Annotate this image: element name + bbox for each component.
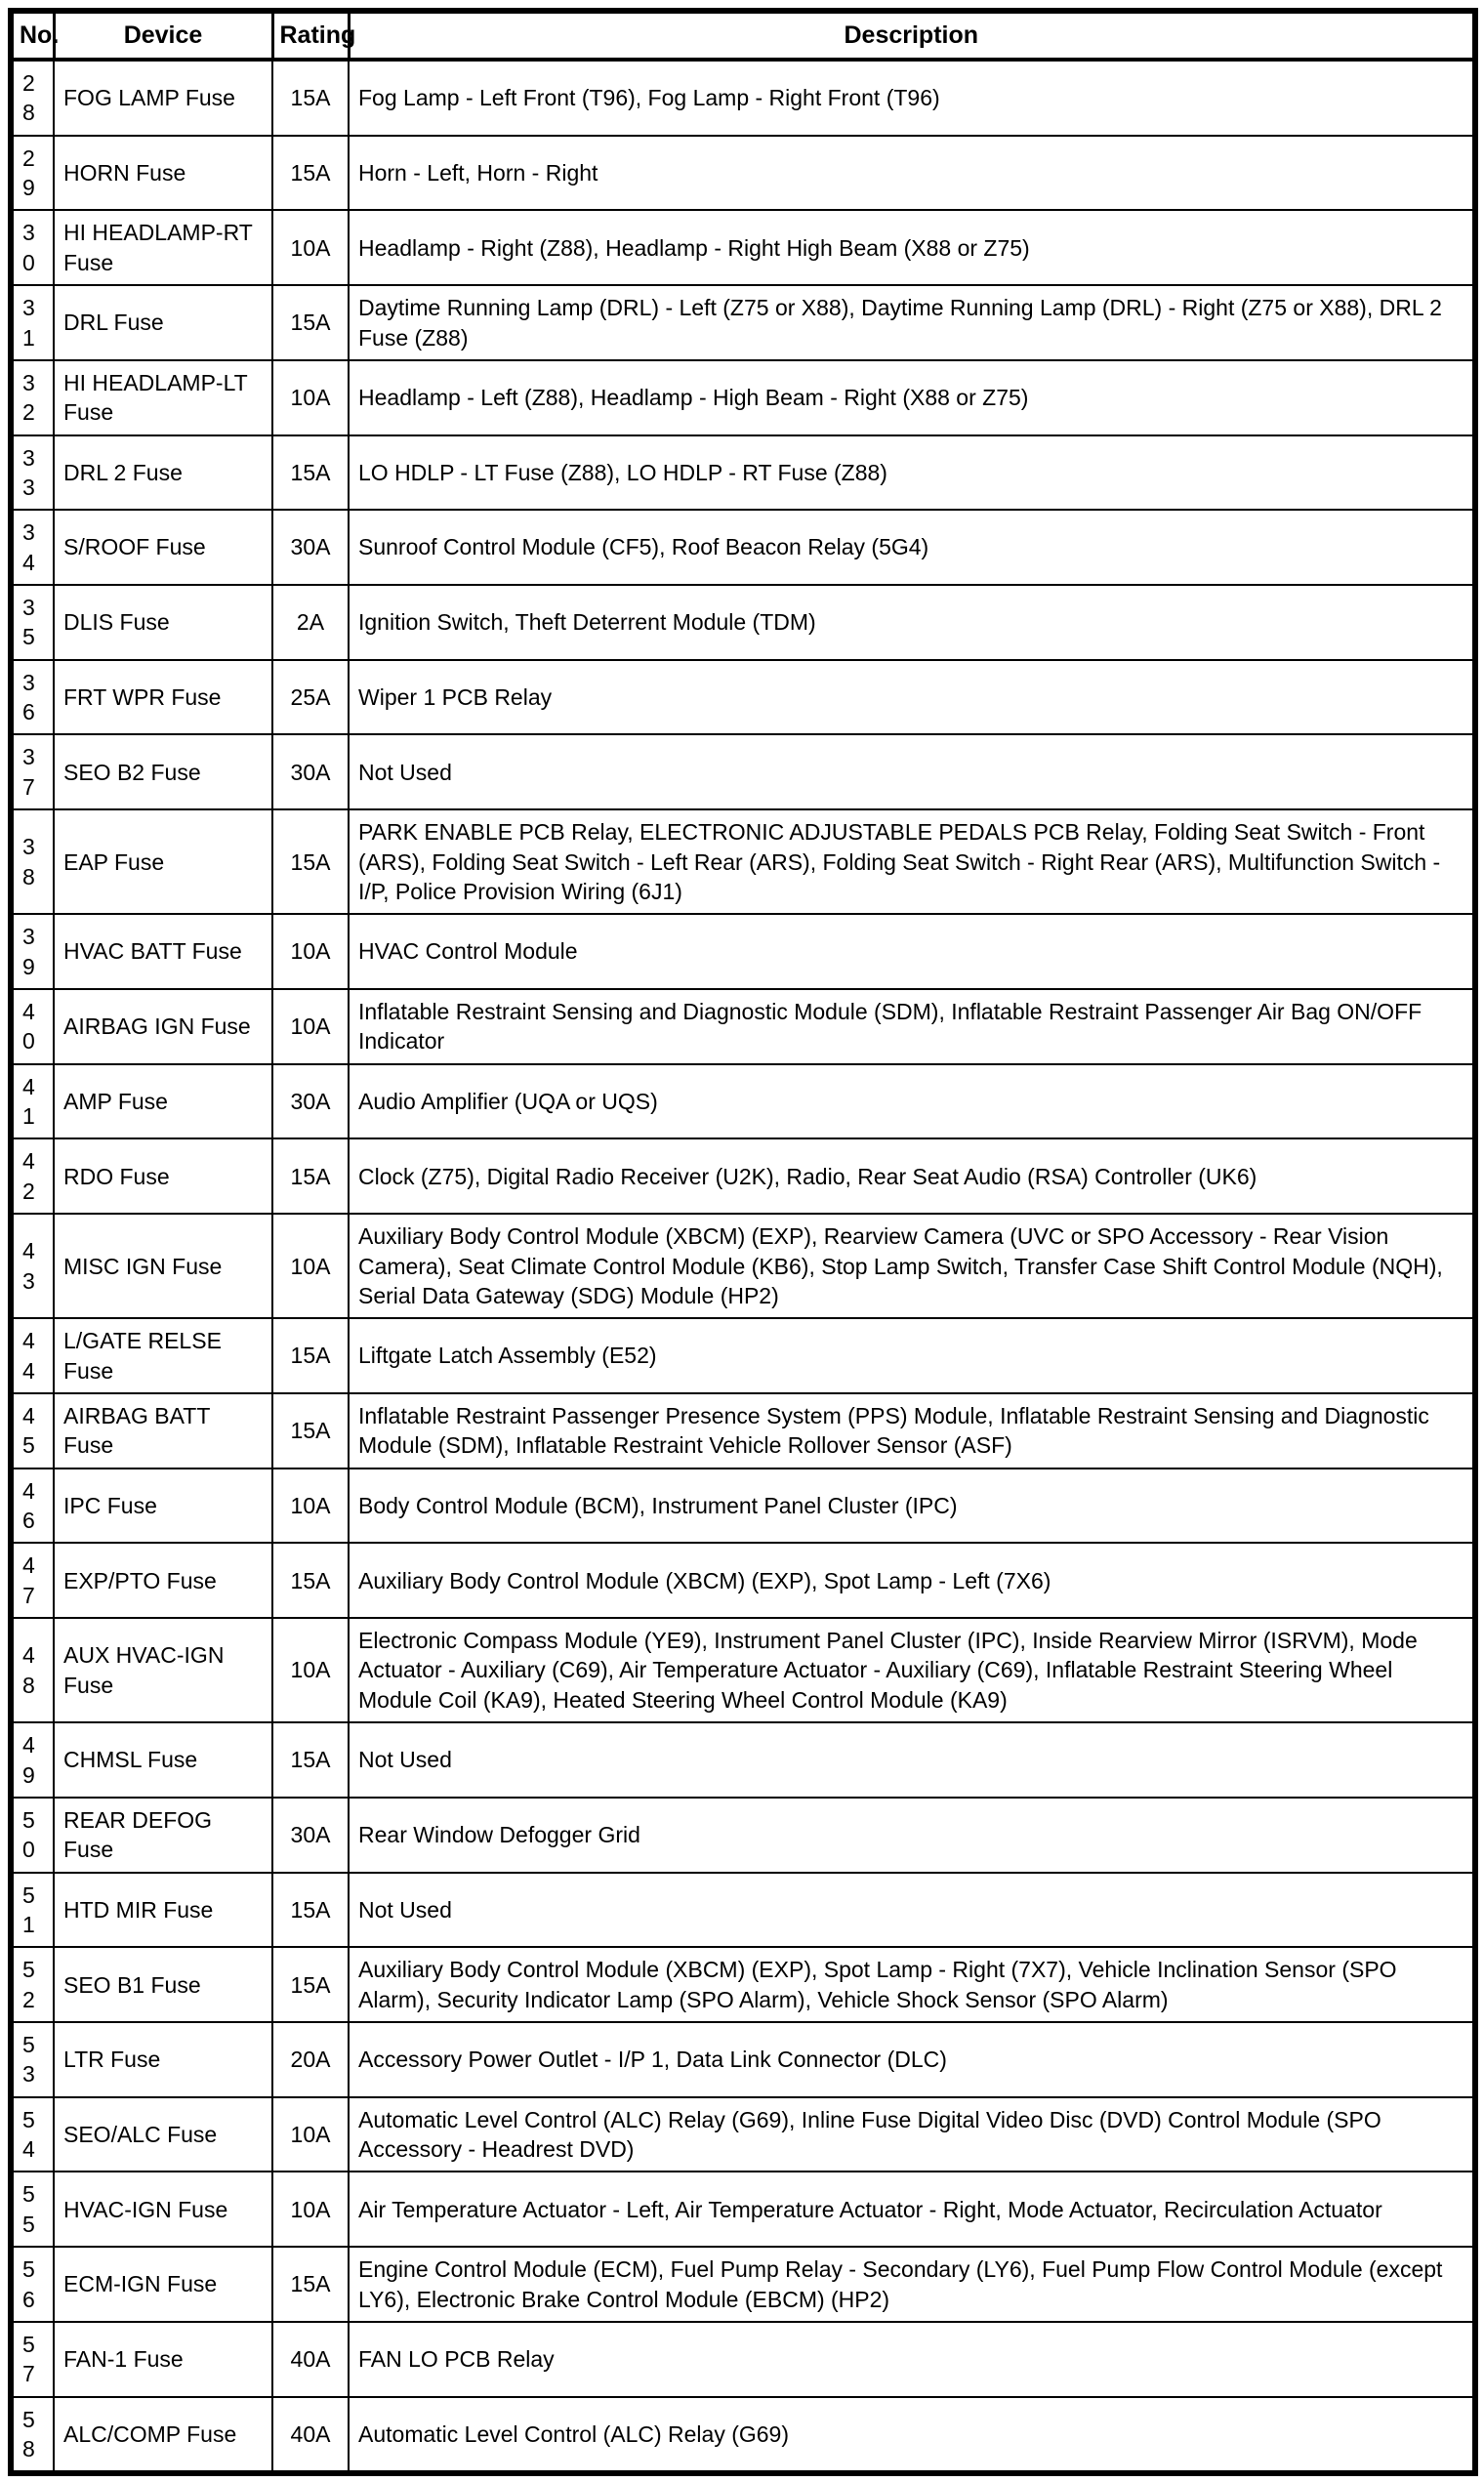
fuse-device-cell: FOG LAMP Fuse	[54, 60, 272, 136]
table-row	[11, 1214, 1475, 1318]
fuse-description-cell: Daytime Running Lamp (DRL) - Left (Z75 or X88), Daytime Running Lamp (DRL) - Right (Z75 or X88), DRL 2 Fuse (Z88)	[349, 285, 1475, 360]
table-row	[11, 1469, 1475, 1544]
fuse-description-cell: Auxiliary Body Control Module (XBCM) (EXP), Spot Lamp - Left (7X6)	[349, 1543, 1475, 1618]
fuse-description-cell: Not Used	[349, 734, 1475, 809]
table-row	[11, 435, 1475, 511]
fuse-number-cell: 56	[11, 2247, 54, 2322]
fuse-description-cell: Automatic Level Control (ALC) Relay (G69), Inline Fuse Digital Video Disc (DVD) Control Module (SPO Accessory - Headrest DVD)	[349, 2097, 1475, 2172]
table-row	[11, 1947, 1475, 2022]
fuse-rating-cell: 15A	[272, 1138, 349, 1214]
fuse-rating-cell: 10A	[272, 1214, 349, 1318]
fuse-rating-cell: 30A	[272, 510, 349, 585]
fuse-description-cell: FAN LO PCB Relay	[349, 2322, 1475, 2397]
fuse-description-cell: Not Used	[349, 1873, 1475, 1948]
fuse-rating-cell: 15A	[272, 60, 349, 136]
fuse-rating-cell: 15A	[272, 435, 349, 511]
fuse-description-cell: Inflatable Restraint Passenger Presence System (PPS) Module, Inflatable Restraint Sensing and Diagnostic Module (SDM), Inflatable Restraint Vehicle Rollover Sensor (ASF)	[349, 1393, 1475, 1469]
fuse-rating-cell: 10A	[272, 1469, 349, 1544]
table-row	[11, 1318, 1475, 1393]
table-row	[11, 1138, 1475, 1214]
fuse-rating-cell: 25A	[272, 660, 349, 735]
fuse-number-cell: 35	[11, 585, 54, 660]
fuse-device-cell: MISC IGN Fuse	[54, 1214, 272, 1318]
fuse-device-cell: DRL Fuse	[54, 285, 272, 360]
fuse-rating-cell: 15A	[272, 809, 349, 914]
fuse-device-cell: DLIS Fuse	[54, 585, 272, 660]
fuse-device-cell: FAN-1 Fuse	[54, 2322, 272, 2397]
fuse-device-cell: SEO/ALC Fuse	[54, 2097, 272, 2172]
table-row	[11, 510, 1475, 585]
fuse-number-cell: 39	[11, 914, 54, 989]
fuse-rating-cell: 10A	[272, 210, 349, 285]
table-row	[11, 1798, 1475, 1873]
fuse-device-cell: HI HEADLAMP-RT Fuse	[54, 210, 272, 285]
fuse-description-cell: Inflatable Restraint Sensing and Diagnostic Module (SDM), Inflatable Restraint Passenger Air Bag ON/OFF Indicator	[349, 989, 1475, 1064]
table-row	[11, 2172, 1475, 2247]
fuse-device-cell: LTR Fuse	[54, 2022, 272, 2097]
fuse-description-cell: Ignition Switch, Theft Deterrent Module (TDM)	[349, 585, 1475, 660]
fuse-description-cell: Rear Window Defogger Grid	[349, 1798, 1475, 1873]
fuse-rating-cell: 10A	[272, 2172, 349, 2247]
fuse-rating-cell: 40A	[272, 2322, 349, 2397]
fuse-device-cell: RDO Fuse	[54, 1138, 272, 1214]
table-row	[11, 1064, 1475, 1139]
fuse-number-cell: 44	[11, 1318, 54, 1393]
fuse-device-cell: AMP Fuse	[54, 1064, 272, 1139]
fuse-description-cell: Audio Amplifier (UQA or UQS)	[349, 1064, 1475, 1139]
table-row	[11, 2097, 1475, 2172]
fuse-device-cell: SEO B1 Fuse	[54, 1947, 272, 2022]
fuse-description-cell: HVAC Control Module	[349, 914, 1475, 989]
table-row	[11, 210, 1475, 285]
fuse-rating-cell: 15A	[272, 1318, 349, 1393]
fuse-rating-cell: 10A	[272, 914, 349, 989]
fuse-number-cell: 49	[11, 1722, 54, 1798]
fuse-device-cell: L/GATE RELSE Fuse	[54, 1318, 272, 1393]
fuse-number-cell: 31	[11, 285, 54, 360]
fuse-description-cell: Wiper 1 PCB Relay	[349, 660, 1475, 735]
fuse-device-cell: DRL 2 Fuse	[54, 435, 272, 511]
fuse-device-cell: HVAC-IGN Fuse	[54, 2172, 272, 2247]
fuse-device-cell: ALC/COMP Fuse	[54, 2397, 272, 2474]
table-row	[11, 2247, 1475, 2322]
fuse-number-cell: 33	[11, 435, 54, 511]
fuse-rating-cell: 15A	[272, 1947, 349, 2022]
fuse-rating-cell: 15A	[272, 1873, 349, 1948]
table-row	[11, 2022, 1475, 2097]
fuse-description-cell: Automatic Level Control (ALC) Relay (G69)	[349, 2397, 1475, 2474]
table-row	[11, 1618, 1475, 1722]
fuse-number-cell: 57	[11, 2322, 54, 2397]
fuse-number-cell: 48	[11, 1618, 54, 1722]
fuse-device-cell: HI HEADLAMP-LT Fuse	[54, 360, 272, 435]
fuse-device-cell: HORN Fuse	[54, 136, 272, 211]
fuse-device-cell: IPC Fuse	[54, 1469, 272, 1544]
table-row	[11, 1873, 1475, 1948]
fuse-device-cell: S/ROOF Fuse	[54, 510, 272, 585]
table-row	[11, 914, 1475, 989]
table-row	[11, 734, 1475, 809]
fuse-description-cell: Accessory Power Outlet - I/P 1, Data Link Connector (DLC)	[349, 2022, 1475, 2097]
fuse-table-body	[11, 60, 1475, 2473]
table-header-row	[11, 11, 1475, 60]
fuse-description-cell: Headlamp - Left (Z88), Headlamp - High Beam - Right (X88 or Z75)	[349, 360, 1475, 435]
fuse-number-cell: 38	[11, 809, 54, 914]
fuse-rating-cell: 15A	[272, 2247, 349, 2322]
fuse-rating-cell: 30A	[272, 1798, 349, 1873]
fuse-number-cell: 37	[11, 734, 54, 809]
fuse-rating-cell: 15A	[272, 136, 349, 211]
fuse-number-cell: 47	[11, 1543, 54, 1618]
fuse-rating-cell: 15A	[272, 1393, 349, 1469]
header-description: Description	[349, 11, 1475, 60]
fuse-number-cell: 52	[11, 1947, 54, 2022]
table-row	[11, 1543, 1475, 1618]
fuse-number-cell: 50	[11, 1798, 54, 1873]
fuse-rating-cell: 40A	[272, 2397, 349, 2474]
fuse-rating-cell: 30A	[272, 1064, 349, 1139]
fuse-rating-cell: 2A	[272, 585, 349, 660]
fuse-device-cell: AIRBAG BATT Fuse	[54, 1393, 272, 1469]
fuse-device-cell: AUX HVAC-IGN Fuse	[54, 1618, 272, 1722]
fuse-number-cell: 34	[11, 510, 54, 585]
fuse-description-cell: Fog Lamp - Left Front (T96), Fog Lamp - Right Front (T96)	[349, 60, 1475, 136]
table-row	[11, 989, 1475, 1064]
fuse-rating-cell: 15A	[272, 285, 349, 360]
fuse-device-cell: FRT WPR Fuse	[54, 660, 272, 735]
header-rating: Rating	[272, 11, 349, 60]
table-row	[11, 660, 1475, 735]
table-row	[11, 136, 1475, 211]
table-row	[11, 2322, 1475, 2397]
fuse-rating-cell: 10A	[272, 1618, 349, 1722]
fuse-description-cell: Liftgate Latch Assembly (E52)	[349, 1318, 1475, 1393]
fuse-number-cell: 43	[11, 1214, 54, 1318]
fuse-description-cell: Auxiliary Body Control Module (XBCM) (EXP), Rearview Camera (UVC or SPO Accessory - Rear Vision Camera), Seat Climate Control Module (KB6), Stop Lamp Switch, Transfer Case Shift Control Module (NQH), Serial Data Gateway (SDG) Module (HP2)	[349, 1214, 1475, 1318]
fuse-description-cell: Not Used	[349, 1722, 1475, 1798]
header-no: No.	[11, 11, 54, 60]
table-row	[11, 1722, 1475, 1798]
fuse-description-cell: Air Temperature Actuator - Left, Air Temperature Actuator - Right, Mode Actuator, Recirculation Actuator	[349, 2172, 1475, 2247]
fuse-number-cell: 58	[11, 2397, 54, 2474]
fuse-rating-cell: 10A	[272, 2097, 349, 2172]
fuse-rating-cell: 15A	[272, 1722, 349, 1798]
fuse-number-cell: 32	[11, 360, 54, 435]
fuse-device-cell: HTD MIR Fuse	[54, 1873, 272, 1948]
fuse-description-cell: Engine Control Module (ECM), Fuel Pump Relay - Secondary (LY6), Fuel Pump Flow Control Module (except LY6), Electronic Brake Control Module (EBCM) (HP2)	[349, 2247, 1475, 2322]
fuse-number-cell: 41	[11, 1064, 54, 1139]
header-device: Device	[54, 11, 272, 60]
table-row	[11, 1393, 1475, 1469]
table-row	[11, 2397, 1475, 2474]
fuse-description-cell: Clock (Z75), Digital Radio Receiver (U2K), Radio, Rear Seat Audio (RSA) Controller (UK6)	[349, 1138, 1475, 1214]
fuse-number-cell: 29	[11, 136, 54, 211]
fuse-rating-cell: 15A	[272, 1543, 349, 1618]
fuse-number-cell: 36	[11, 660, 54, 735]
fuse-description-cell: Body Control Module (BCM), Instrument Panel Cluster (IPC)	[349, 1469, 1475, 1544]
fuse-number-cell: 54	[11, 2097, 54, 2172]
fuse-device-cell: EXP/PTO Fuse	[54, 1543, 272, 1618]
fuse-device-cell: ECM-IGN Fuse	[54, 2247, 272, 2322]
fuse-device-cell: SEO B2 Fuse	[54, 734, 272, 809]
fuse-rating-cell: 30A	[272, 734, 349, 809]
fuse-number-cell: 55	[11, 2172, 54, 2247]
fuse-rating-cell: 10A	[272, 360, 349, 435]
fuse-description-cell: PARK ENABLE PCB Relay, ELECTRONIC ADJUSTABLE PEDALS PCB Relay, Folding Seat Switch - Front (ARS), Folding Seat Switch - Left Rear (ARS), Folding Seat Switch - Right Rear (ARS), Multifunction Switch - I/P, Police Provision Wiring (6J1)	[349, 809, 1475, 914]
fuse-device-cell: AIRBAG IGN Fuse	[54, 989, 272, 1064]
fuse-device-cell: CHMSL Fuse	[54, 1722, 272, 1798]
fuse-number-cell: 40	[11, 989, 54, 1064]
table-row	[11, 285, 1475, 360]
fuse-number-cell: 28	[11, 60, 54, 136]
fuse-number-cell: 42	[11, 1138, 54, 1214]
fuse-number-cell: 45	[11, 1393, 54, 1469]
table-row	[11, 60, 1475, 136]
fuse-rating-cell: 20A	[272, 2022, 349, 2097]
fuse-description-cell: Auxiliary Body Control Module (XBCM) (EXP), Spot Lamp - Right (7X7), Vehicle Inclination Sensor (SPO Alarm), Security Indicator Lamp (SPO Alarm), Vehicle Shock Sensor (SPO Alarm)	[349, 1947, 1475, 2022]
fuse-device-cell: REAR DEFOG Fuse	[54, 1798, 272, 1873]
table-row	[11, 809, 1475, 914]
fuse-rating-cell: 10A	[272, 989, 349, 1064]
table-row	[11, 360, 1475, 435]
fuse-description-cell: Headlamp - Right (Z88), Headlamp - Right High Beam (X88 or Z75)	[349, 210, 1475, 285]
fuse-description-cell: Horn - Left, Horn - Right	[349, 136, 1475, 211]
fuse-number-cell: 30	[11, 210, 54, 285]
fuse-description-cell: Electronic Compass Module (YE9), Instrument Panel Cluster (IPC), Inside Rearview Mirror (ISRVM), Mode Actuator - Auxiliary (C69), Air Temperature Actuator - Auxiliary (C69), Inflatable Restraint Steering Wheel Module Coil (KA9), Heated Steering Wheel Control Module (KA9)	[349, 1618, 1475, 1722]
table-row	[11, 585, 1475, 660]
fuse-block-table	[8, 8, 1478, 2476]
fuse-device-cell: HVAC BATT Fuse	[54, 914, 272, 989]
fuse-device-cell: EAP Fuse	[54, 809, 272, 914]
fuse-number-cell: 53	[11, 2022, 54, 2097]
fuse-number-cell: 46	[11, 1469, 54, 1544]
fuse-description-cell: LO HDLP - LT Fuse (Z88), LO HDLP - RT Fuse (Z88)	[349, 435, 1475, 511]
fuse-description-cell: Sunroof Control Module (CF5), Roof Beacon Relay (5G4)	[349, 510, 1475, 585]
fuse-number-cell: 51	[11, 1873, 54, 1948]
